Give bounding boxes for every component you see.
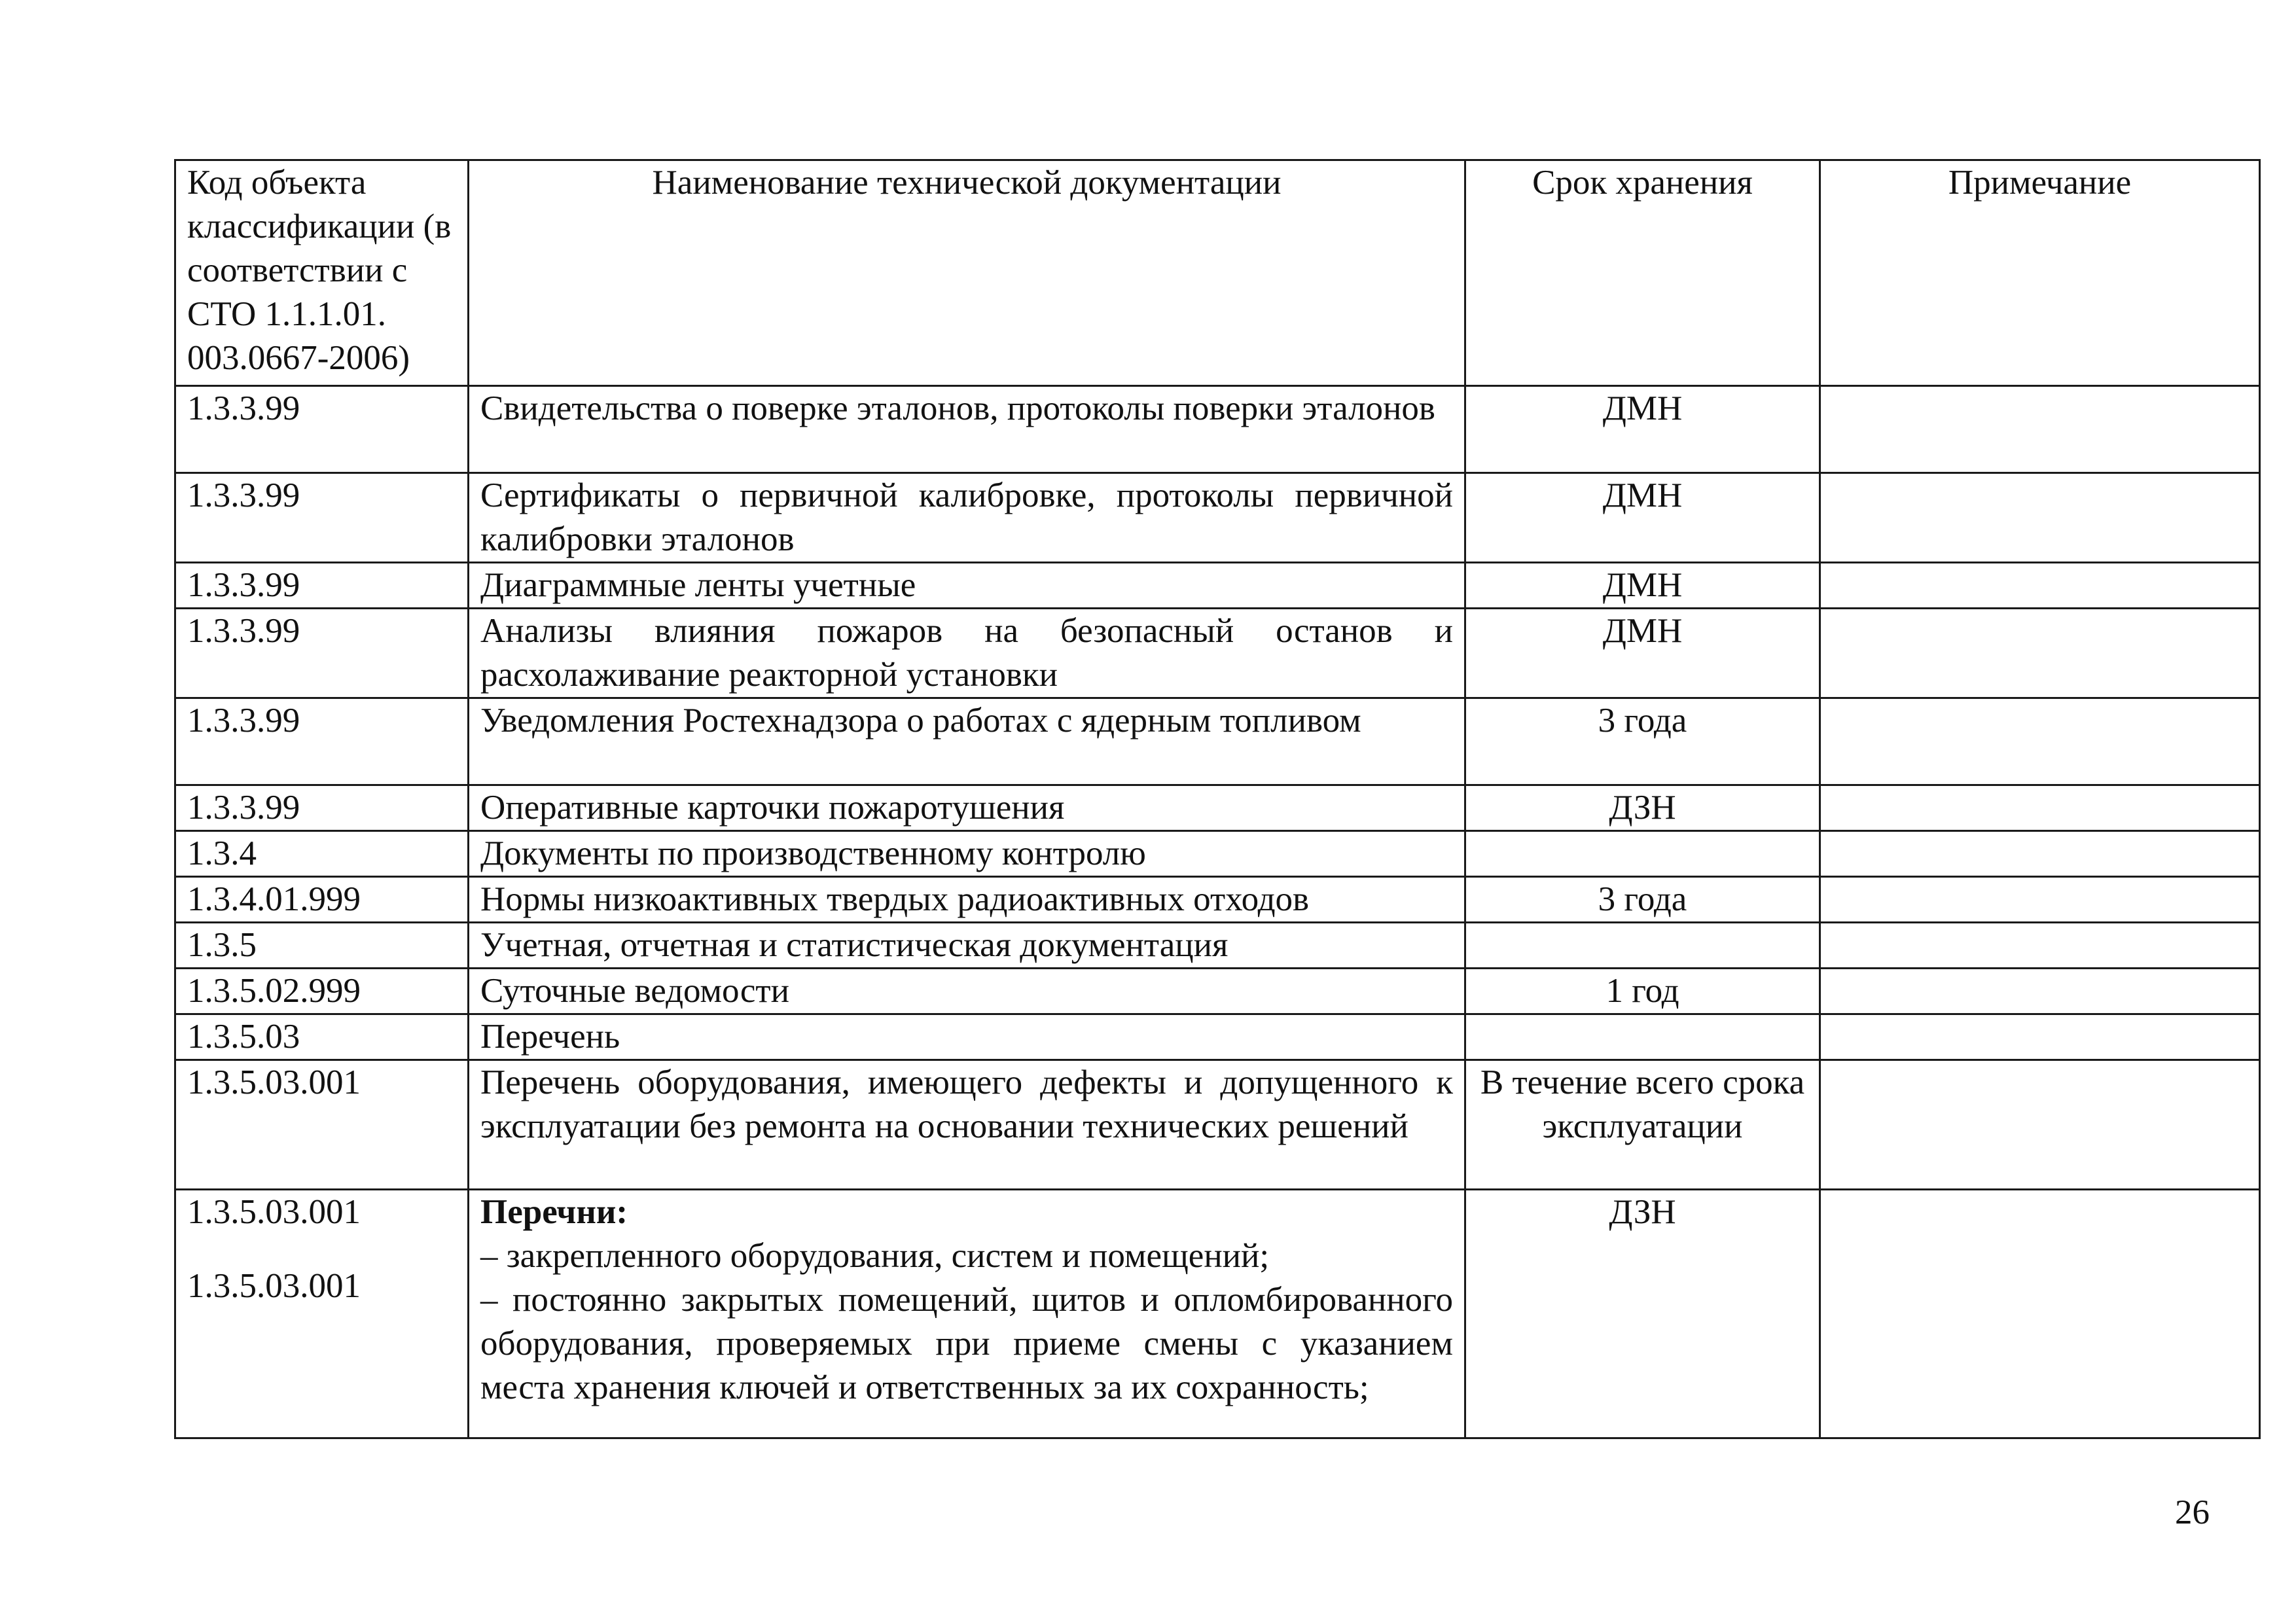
row-term: В течение всего срока эксплуатации [1465, 1060, 1820, 1190]
row-code: 1.3.3.99 [175, 698, 469, 785]
row-term: 3 года [1465, 698, 1820, 785]
row-name: Перечень оборудования, имеющего дефекты и допущенного к эксплуатации без ремонта на основании технических решений [469, 1060, 1465, 1190]
table-row [175, 386, 2260, 473]
row-note [1820, 563, 2260, 609]
row-name: Оперативные карточки пожаротушения [469, 785, 1465, 831]
table-row [175, 1060, 2260, 1190]
row-note [1820, 698, 2260, 785]
row-note [1820, 1190, 2260, 1438]
row-term [1465, 923, 1820, 969]
row-note [1820, 609, 2260, 698]
header-code: Код объекта классификации (в соответствии с СТО 1.1.1.01. 003.0667-2006) [175, 160, 469, 386]
row-note [1820, 923, 2260, 969]
row-code: 1.3.4.01.999 [175, 877, 469, 923]
section-code: 1.3.5 [175, 923, 469, 969]
row-note [1820, 1060, 2260, 1190]
row-code: 1.3.3.99 [175, 386, 469, 473]
section-title: Учетная, отчетная и статистическая документация [469, 923, 1465, 969]
row-term: 3 года [1465, 877, 1820, 923]
row-note [1820, 877, 2260, 923]
section-code: 1.3.4 [175, 831, 469, 877]
row-name: Сертификаты о первичной калибровке, протоколы первичной калибровки эталонов [469, 473, 1465, 563]
lists-item: – постоянно закрытых помещений, щитов и опломбированного оборудования, проверяемых при приеме смены с указанием места хранения ключей и ответственных за их сохранность; [480, 1281, 1453, 1406]
row-name: Нормы низкоактивных твердых радиоактивных отходов [469, 877, 1465, 923]
row-term: ДМН [1465, 563, 1820, 609]
lists-item: – закрепленного оборудования, систем и помещений; [480, 1237, 1270, 1275]
row-name-lists [469, 1190, 1465, 1438]
header-term: Срок хранения [1465, 160, 1820, 386]
table-header-row [175, 160, 2260, 386]
row-name: Анализы влияния пожаров на безопасный останов и расхолаживание реакторной установки [469, 609, 1465, 698]
header-note: Примечание [1820, 160, 2260, 386]
row-name: Свидетельства о поверке эталонов, протоколы поверки эталонов [469, 386, 1465, 473]
row-code: 1.3.5.02.999 [175, 969, 469, 1014]
section-title: Документы по производственному контролю [469, 831, 1465, 877]
section-code: 1.3.5.03 [175, 1014, 469, 1060]
row-code: 1.3.3.99 [175, 563, 469, 609]
page-number: 26 [2175, 1493, 2210, 1531]
table-row [175, 877, 2260, 923]
section-row [175, 923, 2260, 969]
row-term: ДЗН [1465, 1190, 1820, 1438]
row-codes [175, 1190, 469, 1438]
row-term: ДМН [1465, 473, 1820, 563]
table-row [175, 473, 2260, 563]
storage-terms-table [174, 159, 2261, 1439]
row-term [1465, 1014, 1820, 1060]
row-code: 1.3.3.99 [175, 785, 469, 831]
row-name: Уведомления Ростехнадзора о работах с ядерным топливом [469, 698, 1465, 785]
section-row [175, 1014, 2260, 1060]
row-term: ДМН [1465, 386, 1820, 473]
table-row-lists [175, 1190, 2260, 1438]
row-code: 1.3.3.99 [175, 473, 469, 563]
lists-heading: Перечни: [480, 1193, 628, 1231]
row-note [1820, 785, 2260, 831]
row-name: Диаграммные ленты учетные [469, 563, 1465, 609]
row-note [1820, 969, 2260, 1014]
row-code-first: 1.3.5.03.001 [187, 1193, 361, 1231]
row-code-second: 1.3.5.03.001 [187, 1267, 361, 1305]
row-note [1820, 386, 2260, 473]
table-row [175, 698, 2260, 785]
table-row [175, 609, 2260, 698]
row-term: 1 год [1465, 969, 1820, 1014]
row-note [1820, 473, 2260, 563]
row-code: 1.3.3.99 [175, 609, 469, 698]
row-term [1465, 831, 1820, 877]
row-code: 1.3.5.03.001 [175, 1060, 469, 1190]
row-name: Суточные ведомости [469, 969, 1465, 1014]
table-row [175, 563, 2260, 609]
code-spacer [187, 1234, 456, 1264]
table-row [175, 969, 2260, 1014]
table-row [175, 785, 2260, 831]
row-term: ДЗН [1465, 785, 1820, 831]
section-row [175, 831, 2260, 877]
section-title: Перечень [469, 1014, 1465, 1060]
row-note [1820, 831, 2260, 877]
row-term: ДМН [1465, 609, 1820, 698]
row-note [1820, 1014, 2260, 1060]
header-name: Наименование технической документации [469, 160, 1465, 386]
